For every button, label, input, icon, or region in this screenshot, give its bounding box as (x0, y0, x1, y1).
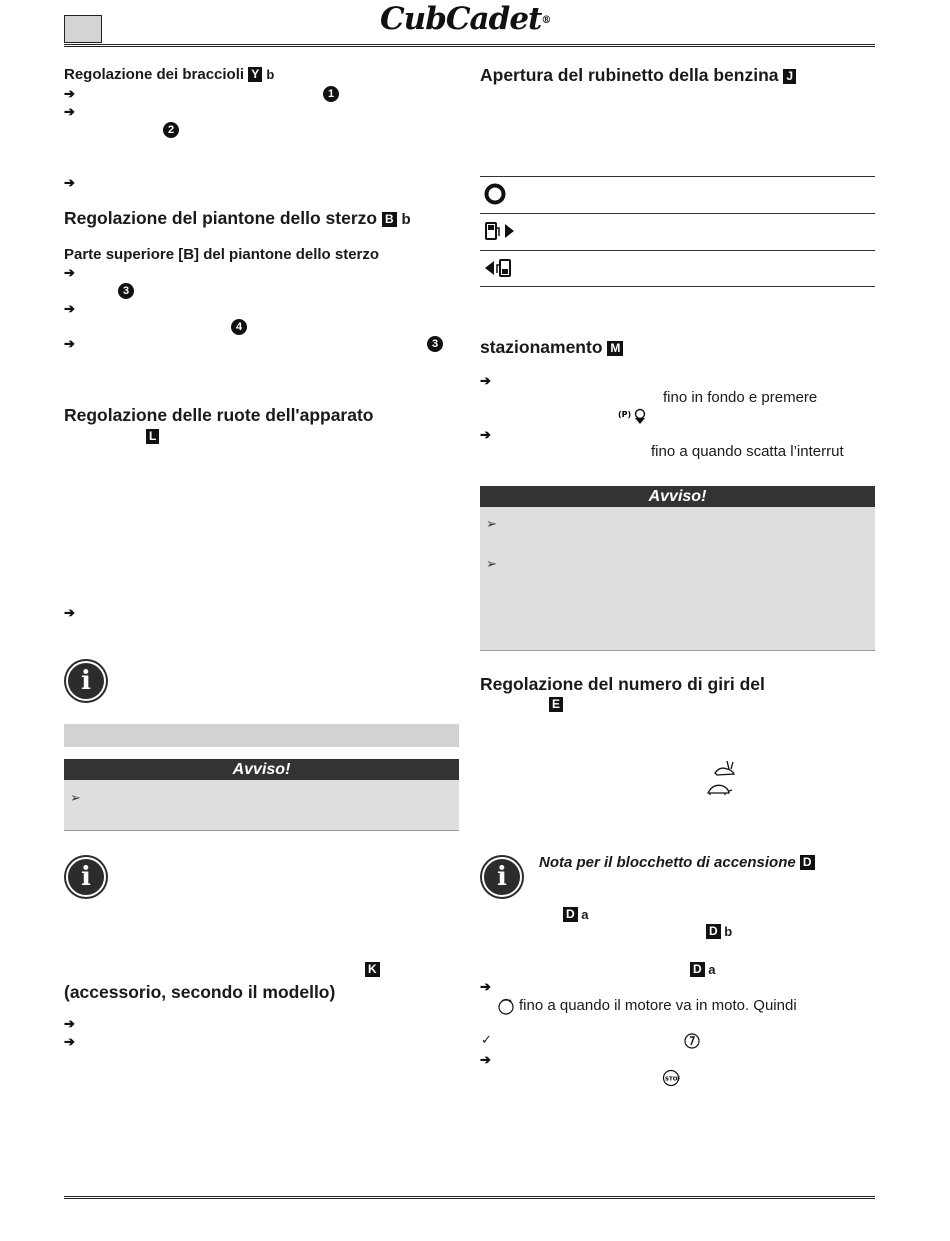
ignition-ref-2: D b (706, 924, 732, 939)
stop-key-icon (662, 1069, 680, 1087)
step-number-2: 2 (163, 122, 179, 138)
off-circle-icon (484, 183, 506, 205)
arrow-icon: ➔ (64, 265, 75, 280)
table-rule (480, 286, 875, 287)
rabbit-icon (712, 759, 738, 779)
parking-brake-icon (618, 407, 648, 425)
step-number-3b: 3 (427, 336, 443, 352)
steering-subheading: Parte superiore [B] del piantone dello sterzo (64, 246, 380, 263)
step-number-1: 1 (323, 86, 339, 102)
arrow-icon: ➔ (480, 373, 491, 388)
arrow-icon: ➔ (64, 1034, 75, 1049)
turtle-icon (705, 781, 733, 797)
chevron-icon: ➢ (486, 516, 497, 531)
parking-heading: stazionamento M (480, 337, 623, 358)
warning-title: Avviso! (480, 486, 875, 507)
wheels-heading: Regolazione delle ruote dell'apparato (64, 405, 374, 425)
info-icon: i (66, 857, 106, 897)
accessory-badge: K (365, 961, 380, 979)
arrow-icon: ➔ (64, 336, 75, 351)
fuel-heading: Apertura del rubinetto della benzina J (480, 65, 796, 86)
info-icon: i (66, 661, 106, 701)
steering-heading: Regolazione del piantone dello sterzo B b (64, 208, 411, 228)
svg-text:STOP: STOP (665, 1076, 680, 1083)
chevron-icon: ➢ (70, 790, 81, 805)
footer-rule (64, 1196, 875, 1199)
warning-box (480, 507, 875, 651)
armrest-heading: Regolazione dei braccioli Y b (64, 66, 275, 83)
run-key-icon (683, 1032, 701, 1050)
ignition-start-text: fino a quando il motore va in moto. Quindi (519, 997, 797, 1014)
info-icon: i (482, 857, 522, 897)
wheels-badge: L (146, 428, 159, 446)
table-rule (480, 176, 875, 177)
check-icon: ✓ (481, 1032, 492, 1047)
warning-title: Avviso! (64, 759, 459, 780)
arrow-icon: ➔ (64, 605, 75, 620)
arrow-icon: ➔ (64, 301, 75, 316)
fuel-open-icon (484, 220, 516, 242)
ignition-ref-1: D a (563, 907, 589, 922)
page-number-box (64, 15, 102, 43)
rpm-heading: Regolazione del numero di giri del (480, 674, 765, 694)
arrow-icon: ➔ (64, 86, 75, 101)
arrow-icon: ➔ (480, 979, 491, 994)
grey-band (64, 724, 459, 747)
table-rule (480, 213, 875, 214)
step-number-3: 3 (118, 283, 134, 299)
fuel-reserve-icon (484, 257, 516, 279)
chevron-icon: ➢ (486, 556, 497, 571)
ignition-ref-3: D a (690, 962, 716, 977)
arrow-icon: ➔ (64, 175, 75, 190)
svg-text:(P): (P) (618, 410, 632, 419)
arrow-icon: ➔ (480, 1052, 491, 1067)
parking-text-1: fino in fondo e premere (663, 389, 818, 406)
arrow-icon: ➔ (64, 104, 75, 119)
arrow-icon: ➔ (480, 427, 491, 442)
step-number-4: 4 (231, 319, 247, 335)
accessory-heading: (accessorio, secondo il modello) (64, 982, 336, 1002)
header-rule (64, 44, 875, 47)
parking-text-2: fino a quando scatta l’interrut (651, 443, 844, 460)
warning-box (64, 780, 459, 831)
brand-logo: CubCadet® (380, 1, 551, 37)
rpm-badge: E (549, 696, 563, 714)
arrow-icon: ➔ (64, 1016, 75, 1031)
ignition-note-heading: Nota per il blocchetto di accensione D (539, 854, 815, 871)
start-key-icon (497, 997, 515, 1015)
table-rule (480, 250, 875, 251)
